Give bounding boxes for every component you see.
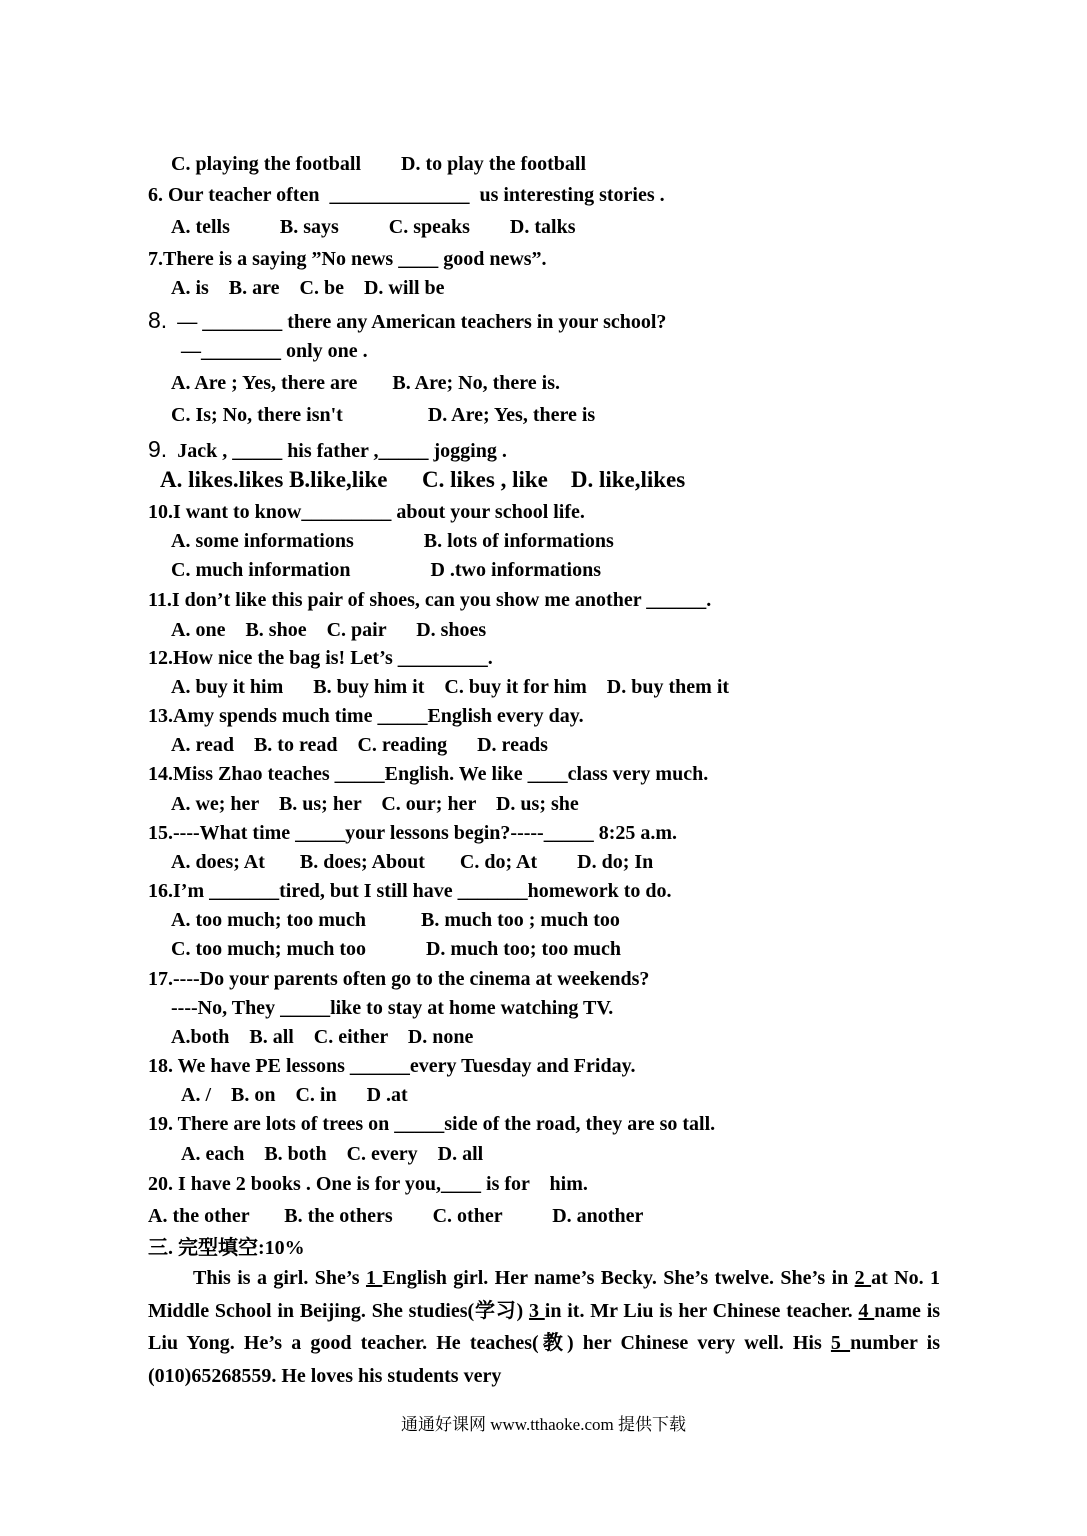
blank-5: 5 bbox=[830, 1332, 851, 1354]
question-7: 7.There is a saying ”No news ____ good news”. bbox=[148, 248, 547, 270]
question-6: 6. Our teacher often ______________ us interesting stories . bbox=[148, 184, 665, 206]
options-8-cd: C. Is; No, there isn't D. Are; Yes, there is bbox=[171, 404, 596, 426]
options-8-ab: A. Are ; Yes, there are B. Are; No, there is. bbox=[171, 372, 560, 394]
question-13: 13.Amy spends much time _____English every day. bbox=[148, 705, 584, 727]
options-13: A. read B. to read C. reading D. reads bbox=[171, 734, 548, 756]
options-15: A. does; At B. does; About C. do; At D. do; In bbox=[171, 851, 654, 873]
options-6: A. tells B. says C. speaks D. talks bbox=[171, 216, 576, 238]
options-17: A.both B. all C. either D. none bbox=[171, 1026, 474, 1048]
question-11: 11.I don’t like this pair of shoes, can you show me another ______. bbox=[148, 589, 712, 611]
section-heading-cloze: 三. 完型填空:10% bbox=[148, 1237, 305, 1259]
question-9-text: Jack , _____ his father ,_____ jogging . bbox=[167, 440, 507, 462]
passage-text: number is (010)65268559. He loves his students very bbox=[148, 1332, 940, 1387]
options-19: A. each B. both C. every D. all bbox=[181, 1143, 484, 1165]
blank-3: 3 bbox=[528, 1299, 545, 1322]
question-10: 10.I want to know_________ about your school life. bbox=[148, 501, 585, 523]
question-9-number: 9. bbox=[148, 436, 168, 462]
question-8-reply: —________ only one . bbox=[181, 340, 368, 362]
question-14: 14.Miss Zhao teaches _____English. We like ____class very much. bbox=[148, 763, 709, 785]
options-10-cd: C. much information D .two informations bbox=[171, 559, 601, 581]
question-8-text: — ________ there any American teachers in your school? bbox=[167, 311, 667, 333]
options-9: A. likes.likes B.like,like C. likes , like D. like,likes bbox=[160, 467, 686, 492]
question-8-number: 8. bbox=[148, 307, 168, 333]
passage-text: name is Liu Yong. He’s a good teacher. He teaches(教) her Chinese very well. His bbox=[148, 1299, 941, 1354]
question-18: 18. We have PE lessons ______every Tuesday and Friday. bbox=[148, 1055, 636, 1077]
options-7: A. is B. are C. be D. will be bbox=[171, 277, 445, 299]
question-17-reply: ----No, They _____like to stay at home watching TV. bbox=[171, 997, 614, 1019]
question-9 bbox=[148, 437, 507, 463]
options-14: A. we; her B. us; her C. our; her D. us; she bbox=[171, 793, 579, 815]
question-line-5cd: C. playing the football D. to play the football bbox=[171, 153, 587, 175]
options-12: A. buy it him B. buy him it C. buy it for him D. buy them it bbox=[171, 676, 730, 698]
passage-text: English girl. Her name’s Becky. She’s twelve. She’s in bbox=[382, 1267, 855, 1289]
blank-1: 1 bbox=[365, 1267, 383, 1289]
passage-text: This is a girl. She’s bbox=[193, 1267, 366, 1289]
question-8 bbox=[148, 308, 666, 334]
passage-text: in it. Mr Liu is her Chinese teacher. bbox=[544, 1299, 859, 1322]
question-20: 20. I have 2 books . One is for you,____ is for him. bbox=[148, 1173, 588, 1195]
cloze-passage bbox=[148, 1262, 940, 1392]
question-16: 16.I’m _______tired, but I still have _______homework to do. bbox=[148, 880, 672, 902]
question-17: 17.----Do your parents often go to the cinema at weekends? bbox=[148, 968, 650, 990]
options-11: A. one B. shoe C. pair D. shoes bbox=[171, 619, 487, 641]
options-16-ab: A. too much; too much B. much too ; much too bbox=[171, 909, 620, 931]
options-16-cd: C. too much; much too D. much too; too much bbox=[171, 938, 621, 960]
question-12: 12.How nice the bag is! Let’s _________. bbox=[148, 647, 493, 669]
blank-2: 2 bbox=[854, 1267, 872, 1289]
options-20: A. the other B. the others C. other D. another bbox=[148, 1205, 644, 1227]
options-10-ab: A. some informations B. lots of informations bbox=[171, 530, 614, 552]
question-15: 15.----What time _____your lessons begin?-----_____ 8:25 a.m. bbox=[148, 822, 678, 844]
question-19: 19. There are lots of trees on _____side of the road, they are so tall. bbox=[148, 1113, 716, 1135]
passage-text: at No. 1 Middle School in Beijing. She studies(学习) bbox=[148, 1267, 940, 1322]
page-footer: 通通好课网 www.tthaoke.com 提供下载 bbox=[400, 1415, 687, 1434]
options-18: A. / B. on C. in D .at bbox=[181, 1084, 408, 1106]
blank-4: 4 bbox=[858, 1299, 875, 1322]
